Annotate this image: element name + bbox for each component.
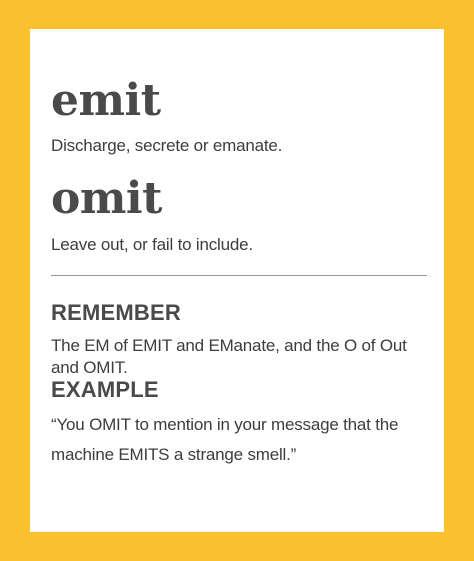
definition-omit: Leave out, or fail to include.	[51, 235, 253, 254]
definition-card	[30, 29, 444, 532]
remember-heading: REMEMBER	[51, 300, 181, 325]
divider	[51, 275, 427, 276]
definition-emit: Discharge, secrete or emanate.	[51, 136, 283, 155]
word-omit: omit	[51, 173, 162, 224]
example-heading: EXAMPLE	[51, 377, 159, 402]
remember-text: The EM of EMIT and EManate, and the O of Out and OMIT.	[51, 336, 407, 377]
example-text: “You OMIT to mention in your message that the machine EMITS a strange smell.”	[51, 415, 399, 464]
word-emit: emit	[51, 75, 161, 126]
